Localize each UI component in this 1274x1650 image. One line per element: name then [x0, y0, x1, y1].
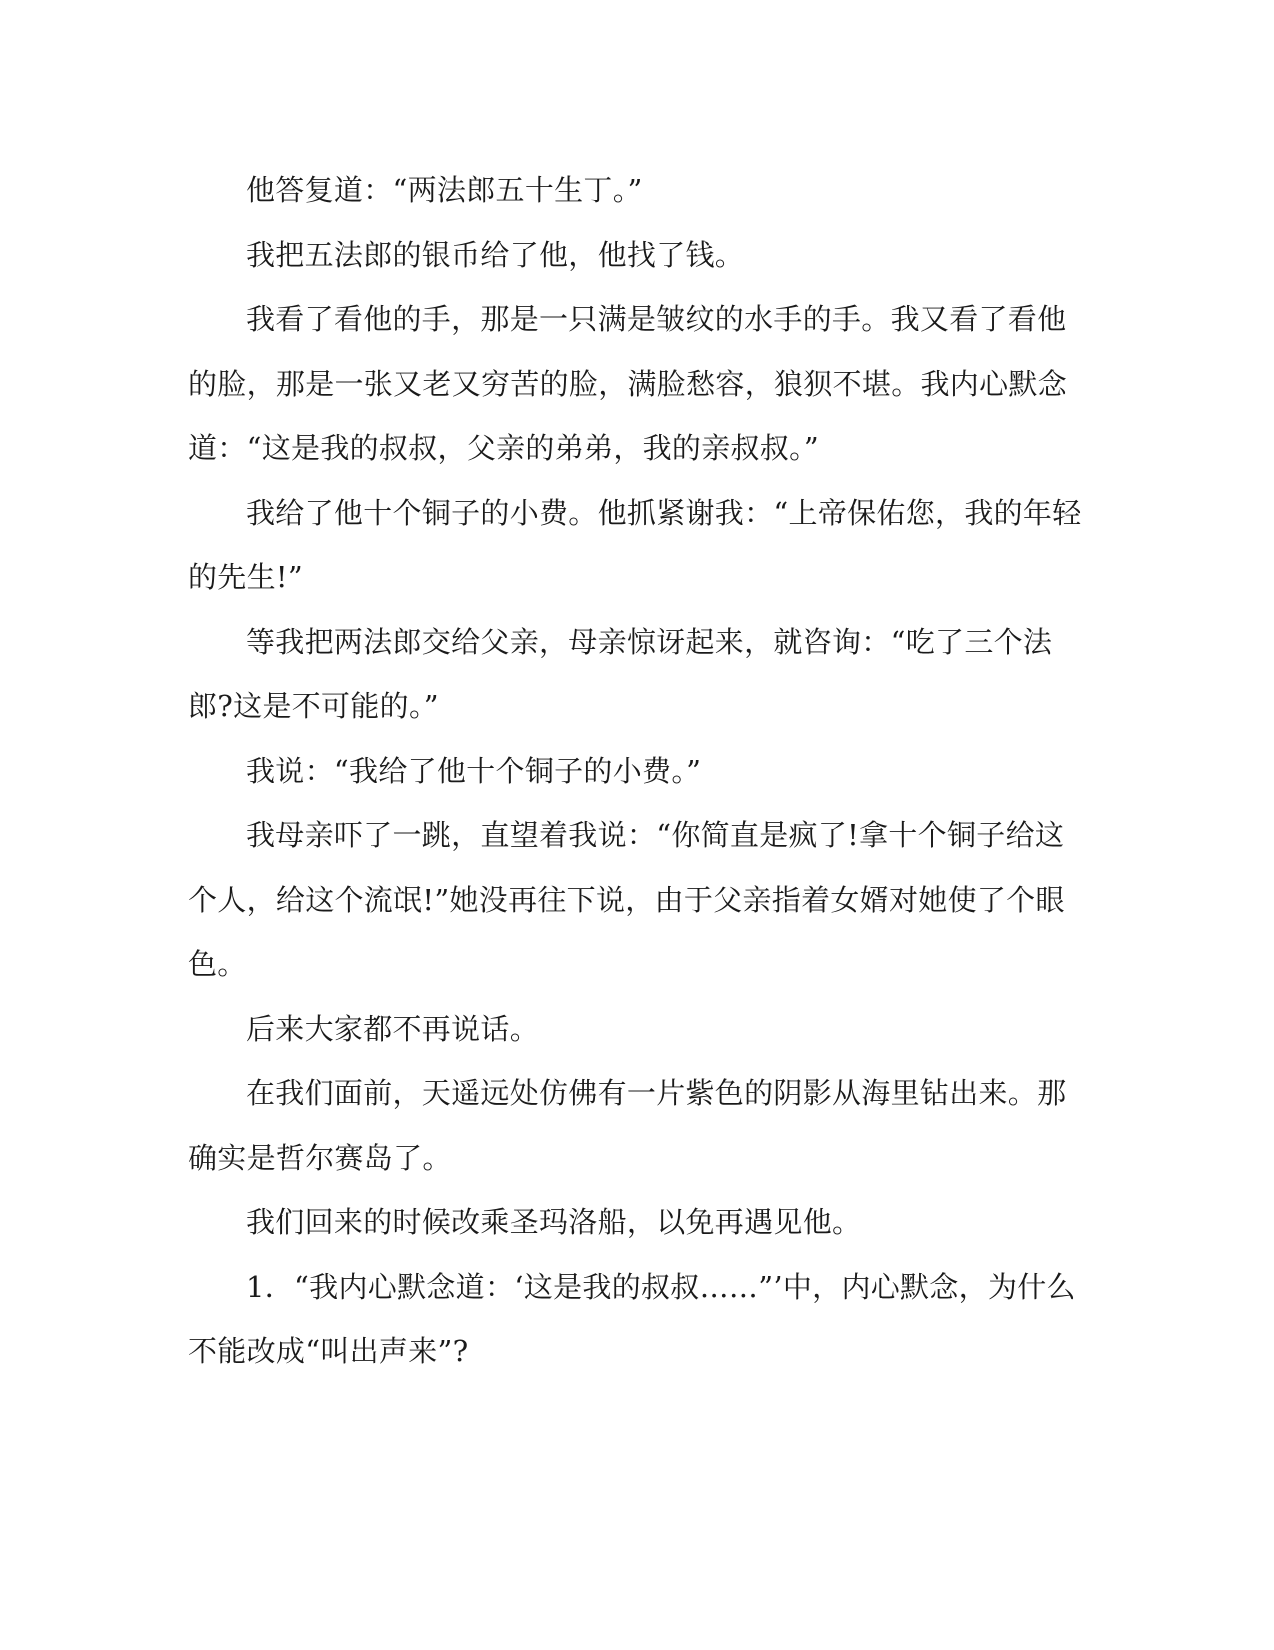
paragraph-pay-coin: 我把五法郎的银币给了他，他找了钱。 — [246, 237, 745, 272]
question-1: 1．“我内心默念道：‘这是我的叔叔……”’中，内心默念，为什么不能改成“叫出声来”? — [188, 1269, 1076, 1368]
paragraph-i-said: 我说：“我给了他十个铜子的小费。” — [246, 753, 702, 788]
paragraph-island: 在我们面前，天遥远处仿佛有一片紫色的阴影从海里钻出来。那确实是哲尔赛岛了。 — [188, 1076, 1067, 1175]
paragraph-return: 我们回来的时候改乘圣玛洛船，以免再遇见他。 — [246, 1205, 862, 1239]
paragraph-tip: 我给了他十个铜子的小费。他抓紧谢我：“上帝保佑您，我的年轻的先生!” — [188, 495, 1082, 594]
paragraph-mother-surprised: 等我把两法郎交给父亲，母亲惊讶起来，就咨询：“吃了三个法郎?这是不可能的。” — [188, 624, 1053, 723]
paragraph-look-at-hand: 我看了看他的手，那是一只满是皱纹的水手的手。我又看了看他的脸，那是一张又老又穷苦的脸，满脸愁容，狼狈不堪。我内心默念道：“这是我的叔叔，父亲的弟弟，我的亲叔叔。” — [188, 302, 1068, 465]
paragraph-mother-scared: 我母亲吓了一跳，直望着我说：“你简直是疯了!拿十个铜子给这个人，给这个流氓!”她没再往下说，由于父亲指着女婿对她使了个眼色。 — [188, 818, 1065, 981]
text-body — [188, 158, 1088, 1384]
paragraph-reply-price: 他答复道：“两法郎五十生丁。” — [246, 173, 643, 207]
paragraph-silence: 后来大家都不再说话。 — [246, 1011, 540, 1046]
